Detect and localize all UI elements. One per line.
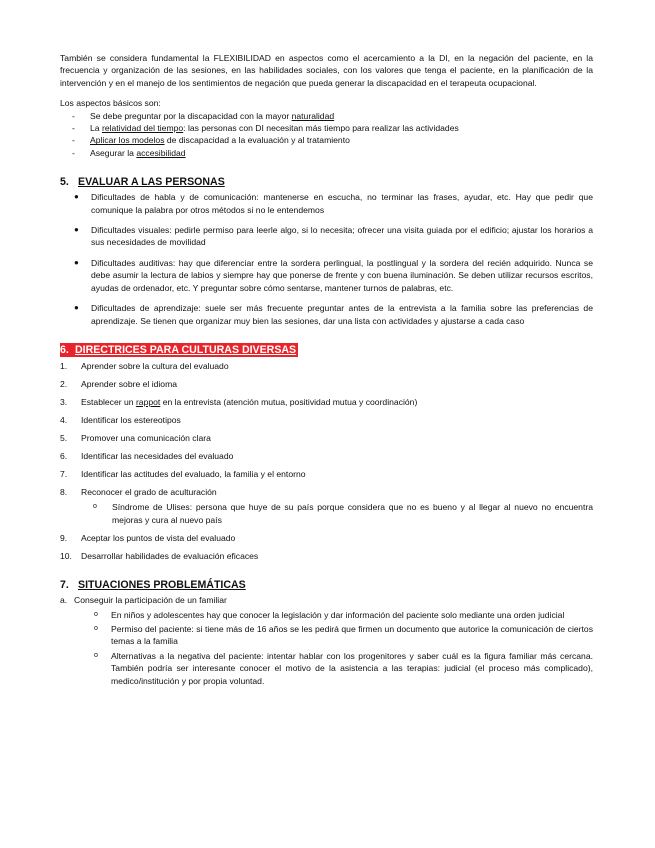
section-5-heading: 5. EVALUAR A LAS PERSONAS xyxy=(60,176,225,189)
list-item: 3. Establecer un rappot en la entrevista (atención mutua, positividad mutua y coordinación) xyxy=(60,396,418,407)
section-6-list xyxy=(60,360,593,562)
intro-text-a: También se considera fundamental la xyxy=(60,53,214,63)
section-7-heading: 7. SITUACIONES PROBLEMÁTICAS xyxy=(60,579,246,592)
section-5-list xyxy=(60,191,593,327)
list-item: ● Dificultades auditivas: hay que diferenciar entre la sordera perlingual, la postlingual y la sordera del recién adquirido. Nunca se debe asumir la lectura de labios y siempre hay que ponerse de frente y con buena iluminación. Se deben utilizar recursos escritos, ayudas de ordenador, etc. Y preguntar sobre cómo sentarse, mantener turnos de palabras, etc. xyxy=(74,257,593,293)
list-item: - Asegurar la accesibilidad xyxy=(72,147,186,158)
intro-paragraph xyxy=(60,52,593,89)
intro-text-b: en aspectos como el acercamiento a la DI, en la negación del paciente, en la frecuencia y organización de las sesiones, en las habilidades sociales, con los valores que tenga el paciente, en la planificación de la intervención y en el manejo de los sentimientos de negación que pueda generar la discapacidad en el terapeuta ocupacional. xyxy=(60,53,593,88)
list-item: - La relatividad del tiempo: las personas con DI necesitan más tiempo para realizar las actividades xyxy=(72,123,459,134)
list-item: 6. Identificar las necesidades del evaluado xyxy=(60,450,234,461)
list-item: o Alternativas a la negativa del paciente: intentar hablar con los progenitores y saber cuál es la figura familiar más cercana. También podría ser interesante conocer el motivo de la asistencia a las terapias: judicial (el proceso más complicado), medico/institución y por propia voluntad. xyxy=(94,650,593,686)
list-item: - Se debe preguntar por la discapacidad con la mayor naturalidad xyxy=(72,110,335,121)
list-item: - Aplicar los modelos de discapacidad a la evaluación y al tratamiento xyxy=(72,135,350,146)
list-item: 10. Desarrollar habilidades de evaluación eficaces xyxy=(60,550,259,561)
flexibility-term: FLEXIBILIDAD xyxy=(213,53,271,63)
aspects-list xyxy=(60,110,593,160)
list-item: 9. Aceptar los puntos de vista del evaluado xyxy=(60,532,236,543)
list-item: ● Dificultades de aprendizaje: suele ser más frecuente preguntar antes de la entrevista a la familia sobre las preferencias de aprendizaje. Se tienen que organizar muy bien las sesiones, dar una lista con actividades y ajustarse a cada caso xyxy=(74,303,593,326)
document-page xyxy=(60,52,593,687)
list-item: o Síndrome de Ulises: persona que huye de su país porque considera que no es bueno y al llegar al nuevo no encuentra mejoras y cura al nuevo país xyxy=(93,502,593,525)
list-item: 2. Aprender sobre el idioma xyxy=(60,378,178,389)
list-item: 5. Promover una comunicación clara xyxy=(60,432,211,443)
acculturation-sublist xyxy=(81,501,593,526)
list-item: ● Dificultades de habla y de comunicación: mantenerse en escucha, no terminar las frases, ayudar, etc. Hay que pedir que comunique la palabra por otros métodos si no le entendemos xyxy=(74,192,593,215)
aspects-title: Los aspectos básicos son: xyxy=(60,98,161,109)
list-item: 8. Reconocer el grado de aculturación o Síndrome de Ulises: persona que huye de su país porque considera que no es bueno y al llegar al nuevo no encuentra mejoras y cura al nuevo país xyxy=(60,486,593,525)
list-item: 1. Aprender sobre la cultura del evaluado xyxy=(60,360,229,371)
list-item: o Permiso del paciente: si tiene más de 16 años se les pedirá que firmen un documento que autorice la comunicación de ciertos temas a la familia xyxy=(94,623,593,647)
list-item: o En niños y adolescentes hay que conocer la legislación y dar información del paciente solo mediante una orden judicial xyxy=(94,609,565,620)
section-6-heading: 6. DIRECTRICES PARA CULTURAS DIVERSAS xyxy=(60,343,297,356)
list-item: ● Dificultades visuales: pedirle permiso para leerle algo, si lo necesita; ofrecer una visita guiada por el edificio; ajustar los horarios a sus necesidades de movilidad xyxy=(74,225,593,248)
section-7-sublist xyxy=(60,609,593,687)
section-7-item-a: a. Conseguir la participación de un familiar xyxy=(60,595,227,606)
list-item: 4. Identificar los estereotipos xyxy=(60,414,181,425)
list-item: 7. Identificar las actitudes del evaluado, la familia y el entorno xyxy=(60,468,306,479)
